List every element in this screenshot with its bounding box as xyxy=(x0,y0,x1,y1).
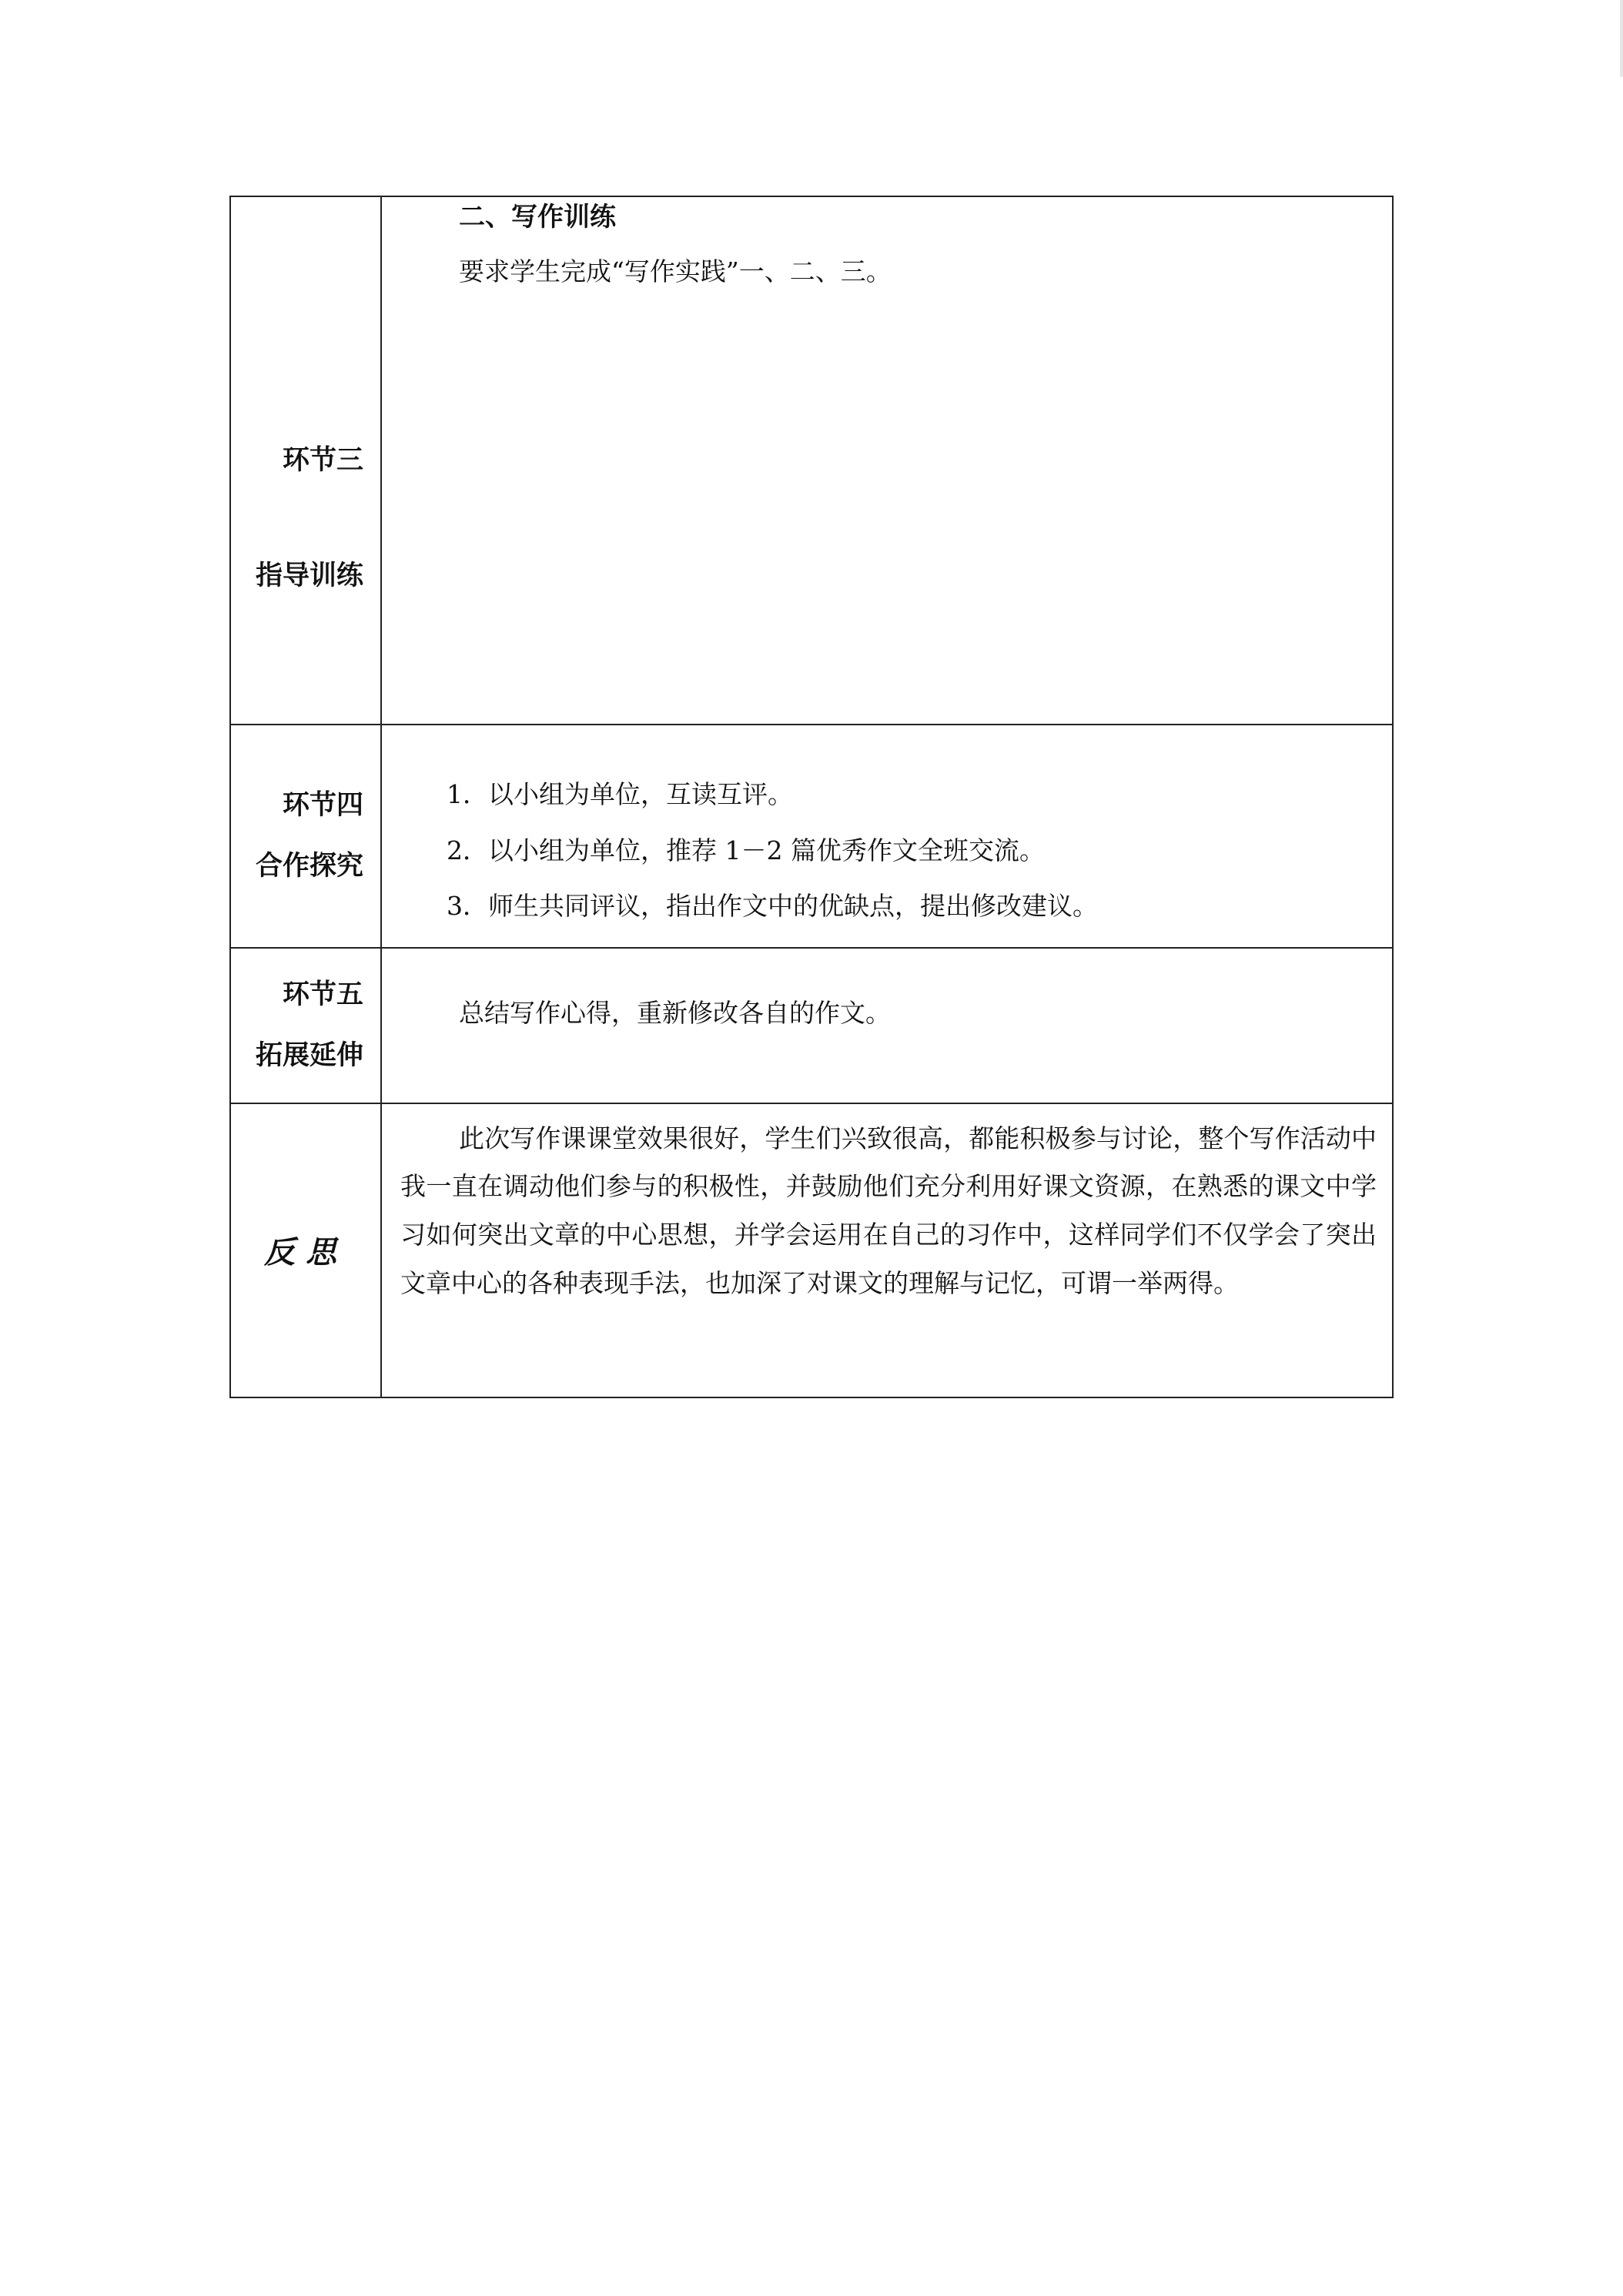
step3-text: 要求学生完成“写作实践”一、二、三。 xyxy=(459,256,892,286)
step3-label-line1: 环节三 xyxy=(282,444,363,476)
step5-label-line2: 拓展延伸 xyxy=(255,1039,363,1071)
step3-content-cell xyxy=(381,196,1393,725)
step4-content-cell xyxy=(381,725,1393,948)
step5-text: 总结写作心得，重新修改各自的作文。 xyxy=(459,997,891,1028)
table-row-step3 xyxy=(230,196,1393,725)
step4-label-cell xyxy=(230,725,381,948)
step3-heading: 二、写作训练 xyxy=(459,202,616,233)
step4-label-line2: 合作探究 xyxy=(255,850,363,882)
step3-label-cell xyxy=(230,196,381,725)
list-item: 1．以小组为单位，互读互评。 xyxy=(447,779,793,809)
list-item: 2．以小组为单位，推荐 1－2 篇优秀作文全班交流。 xyxy=(447,835,1045,865)
step4-list xyxy=(400,725,1377,922)
step5-content-cell xyxy=(381,948,1393,1103)
lesson-plan-table xyxy=(229,196,1394,1398)
list-item: 3．师生共同评议，指出作文中的优缺点，提出修改建议。 xyxy=(447,891,1098,922)
step3-label-line2: 指导训练 xyxy=(255,560,363,591)
step5-label-line1: 环节五 xyxy=(282,979,363,1010)
reflection-text: 此次写作课课堂效果很好，学生们兴致很高，都能积极参与讨论，整个写作活动中我一直在调动他们参与的积极性，并鼓励他们充分利用好课文资源，在熟悉的课文中学习如何突出文章的中心思想，并学会运用在自己的习作中，这样同学们不仅学会了突出文章中心的各种表现手法，也加深了对课文的理解与记忆，可谓一举两得。 xyxy=(400,1123,1377,1298)
reflection-content-cell xyxy=(381,1103,1393,1397)
reflection-label: 反思 xyxy=(230,1103,381,1397)
table-row-step5 xyxy=(230,948,1393,1103)
page-edge xyxy=(1620,0,1623,77)
table-row-reflection xyxy=(230,1103,1393,1397)
table-row-step4 xyxy=(230,725,1393,948)
step4-label-line1: 环节四 xyxy=(282,789,363,821)
step5-label-cell xyxy=(230,948,381,1103)
